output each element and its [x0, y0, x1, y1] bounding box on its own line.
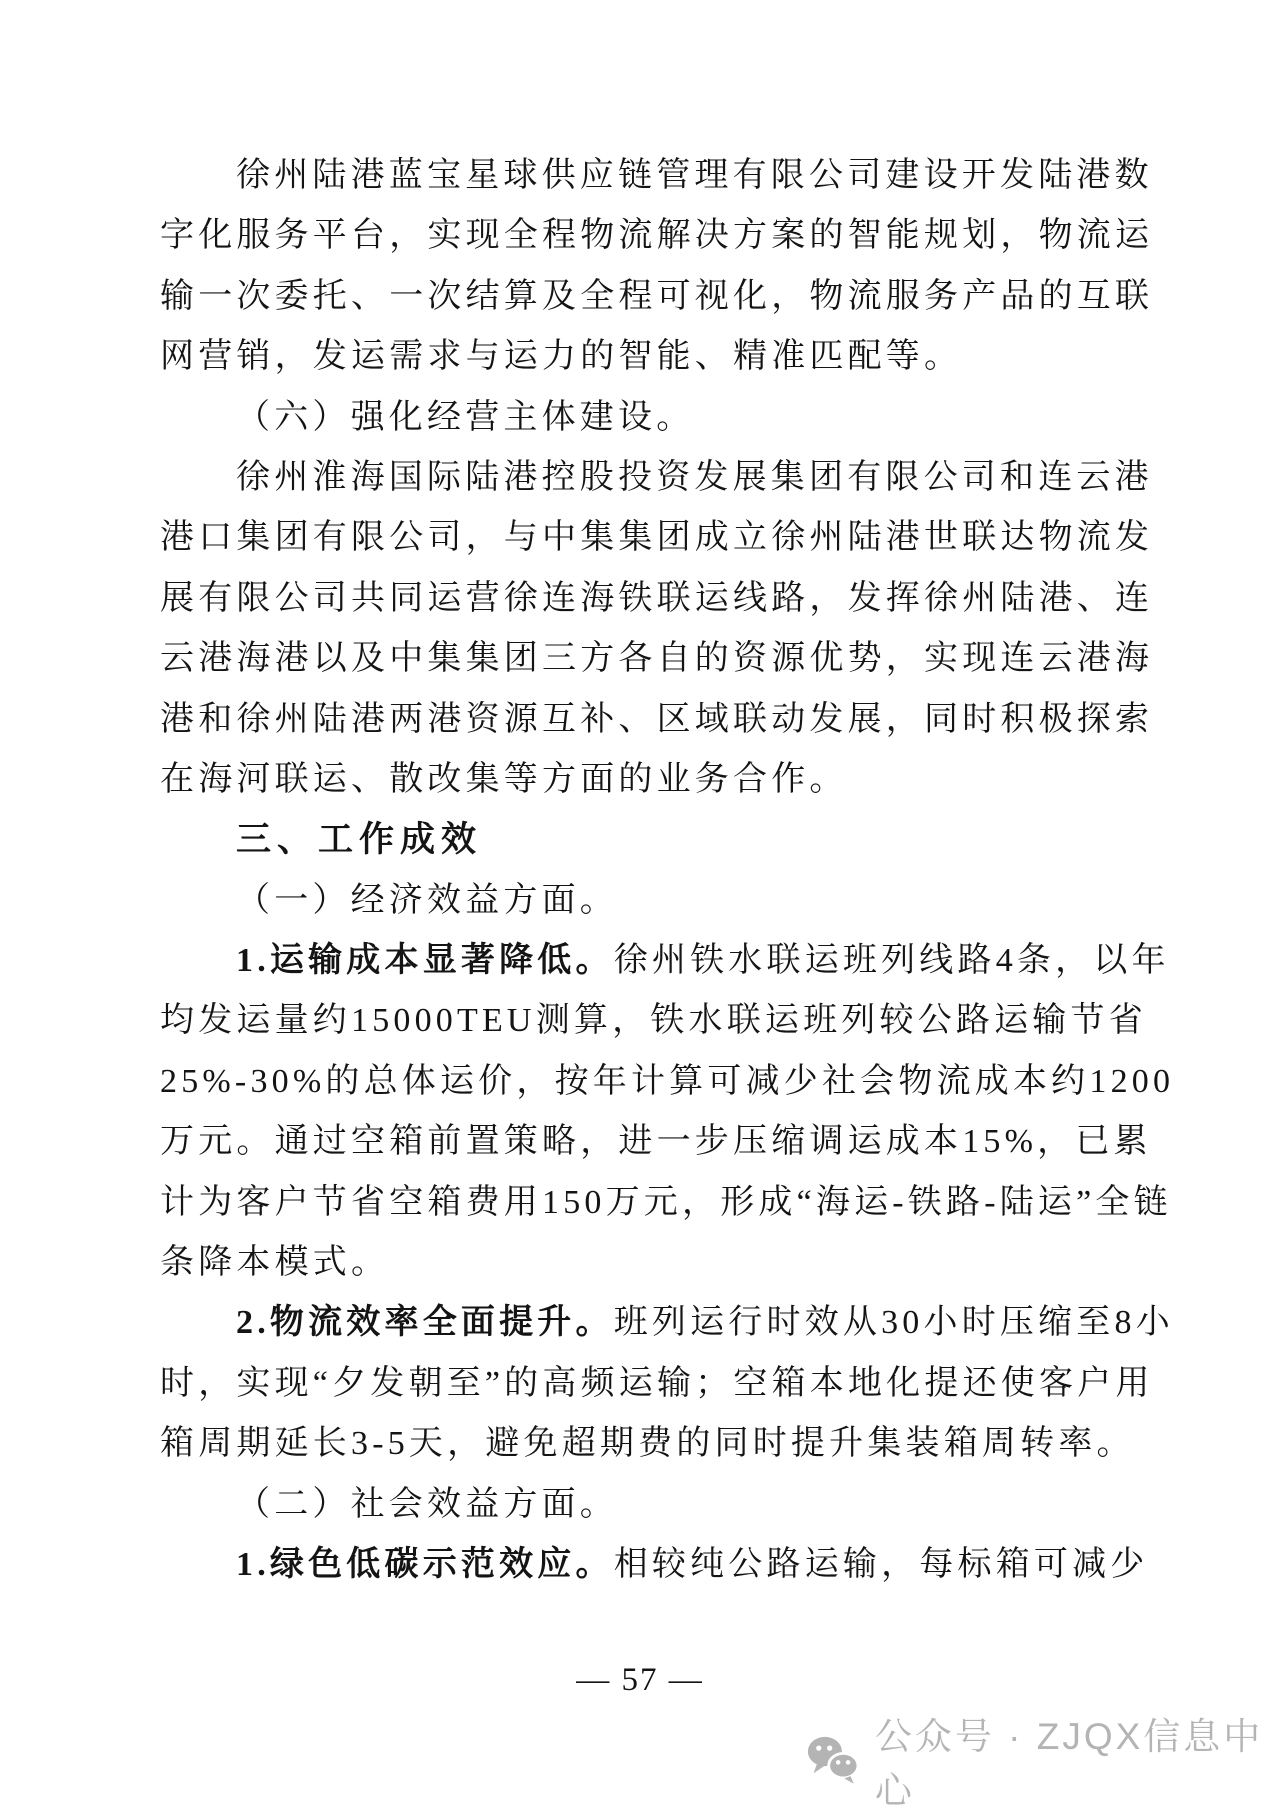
line-text: 均发运量约15000TEU测算，铁水联运班列较公路运输节省	[160, 1002, 1147, 1040]
line-text: 相较纯公路运输，每标箱可减少	[613, 1545, 1149, 1583]
text-line	[160, 991, 1147, 1051]
text-line	[160, 206, 1154, 266]
line-text: 时，实现“夕发朝至”的高频运输；空箱本地化提还使客户用	[160, 1364, 1154, 1402]
text-line	[160, 1052, 1175, 1112]
footer-label: 公众号 · ZJQX信息中心	[874, 1716, 1264, 1810]
line-text: 三、工作成效	[236, 820, 483, 860]
text-line	[160, 267, 1154, 327]
wechat-icon	[806, 1734, 861, 1786]
wechat-footer	[806, 1716, 1280, 1810]
line-text: 云港海港以及中集集团三方各自的资源优势，实现连云港海	[160, 640, 1154, 678]
line-text: 徐州铁水联运班列线路4条，以年	[613, 942, 1170, 980]
text-line	[160, 931, 1170, 991]
line-text: 条降本模式。	[160, 1244, 390, 1282]
line-text: 展有限公司共同运营徐连海铁联运线路，发挥徐州陆港、连	[160, 579, 1154, 617]
line-text: 港口集团有限公司，与中集集团成立徐州陆港世联达物流发	[160, 519, 1154, 557]
line-text: 网营销，发运需求与运力的智能、精准匹配等。	[160, 338, 963, 376]
line-text: （六）强化经营主体建设。	[236, 398, 695, 436]
document-text-block	[160, 146, 1175, 1595]
text-line	[160, 448, 1153, 508]
text-line	[160, 388, 1116, 448]
text-line	[160, 1475, 1116, 1535]
line-text: （二）社会效益方面。	[236, 1485, 618, 1523]
text-line	[160, 569, 1154, 629]
text-line	[160, 1233, 1116, 1293]
text-line	[160, 1414, 1135, 1474]
line-text: 计为客户节省空箱费用150万元，形成“海运-铁路-陆运”全链	[160, 1183, 1172, 1221]
line-text: 箱周期延长3-5天，避免超期费的同时提升集装箱周转率。	[160, 1425, 1135, 1463]
bold-lead: 2.物流效率全面提升。	[236, 1304, 614, 1342]
text-line	[160, 1112, 1152, 1172]
line-text: 万元。通过空箱前置策略，进一步压缩调运成本15%，已累	[160, 1123, 1152, 1161]
text-line	[160, 327, 1116, 387]
text-line	[160, 810, 1116, 870]
bold-lead: 1.绿色低碳示范效应。	[236, 1545, 614, 1583]
text-line	[160, 508, 1154, 568]
line-text: 输一次委托、一次结算及全程可视化，物流服务产品的互联	[160, 277, 1154, 315]
page-number: — 57 —	[576, 1662, 704, 1698]
line-text: 在海河联运、散改集等方面的业务合作。	[160, 760, 848, 798]
text-line	[160, 1354, 1154, 1414]
text-line	[160, 1535, 1149, 1595]
line-text: 班列运行时效从30小时压缩至8小	[613, 1304, 1174, 1342]
line-text: （一）经济效益方面。	[236, 881, 618, 919]
bold-lead: 1.运输成本显著降低。	[236, 942, 614, 980]
text-line	[160, 1173, 1172, 1233]
line-text: 港和徐州陆港两港资源互补、区域联动发展，同时积极探索	[160, 700, 1154, 738]
text-line	[160, 750, 1116, 810]
line-text: 25%-30%的总体运价，按年计算可减少社会物流成本约1200	[160, 1062, 1175, 1100]
text-line	[160, 871, 1116, 931]
line-text: 徐州淮海国际陆港控股投资发展集团有限公司和连云港	[236, 458, 1153, 496]
text-line	[160, 1293, 1174, 1353]
line-text: 字化服务平台，实现全程物流解决方案的智能规划，物流运	[160, 217, 1154, 255]
text-line	[160, 690, 1154, 750]
text-line	[160, 146, 1153, 206]
line-text: 徐州陆港蓝宝星球供应链管理有限公司建设开发陆港数	[236, 157, 1153, 194]
text-line	[160, 629, 1154, 689]
